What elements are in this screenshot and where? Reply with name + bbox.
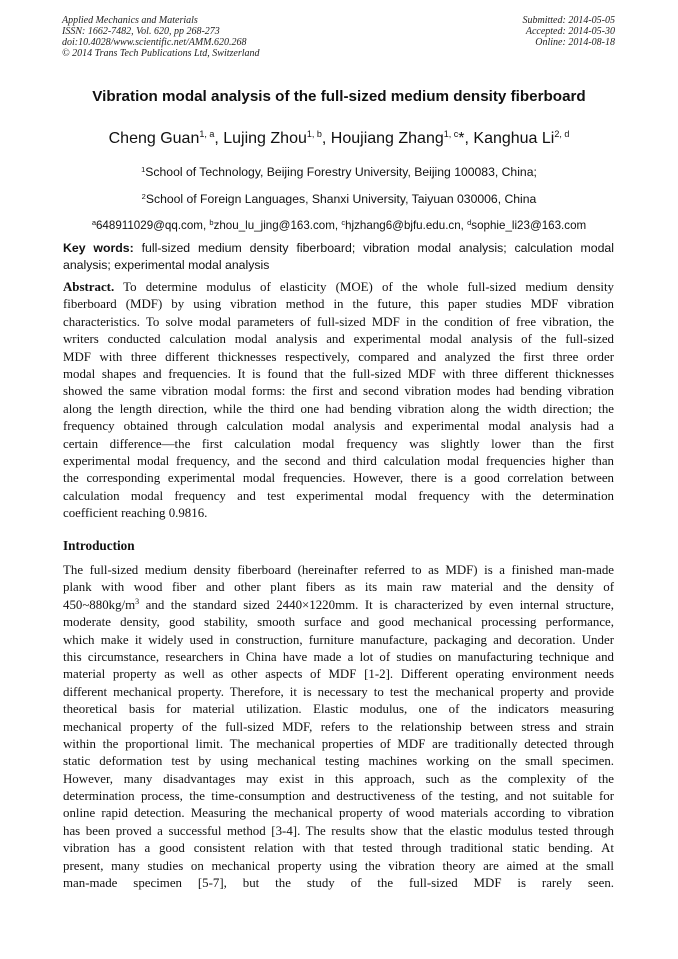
density-range: 450~880kg/m — [63, 597, 136, 612]
abstract-line: frequency obtained through calculation modal analysis and experimental modal analysis had a — [63, 419, 614, 434]
abstract-line: the corresponding experimental modal frequencies. However, there is a good correlation between — [63, 471, 614, 486]
paragraph-line: this circumstance, researchers in China have made a lot of studies on manufacturing technique and — [63, 649, 614, 664]
abstract-label: Abstract. — [63, 280, 115, 294]
abstract-line: coefficient reaching 0.9816. — [63, 506, 208, 521]
paragraph-line: vibration has a good consistent relation with that tested through traditional static bending. At — [63, 841, 614, 856]
email-link[interactable]: zhou_lu_jing@163.com, — [213, 219, 342, 232]
keywords-label: Key words: — [63, 241, 134, 255]
affiliation-2 — [0, 192, 678, 206]
paragraph-line: online rapid detection. Measuring the mechanical property of wood materials according to vibration — [63, 806, 614, 821]
author-name: Lujing Zhou — [223, 130, 307, 147]
paragraph-line: moderate density, good stability, smooth surface and good mechanical processing performance, — [63, 615, 614, 630]
email-link[interactable]: 648911029@qq.com, — [95, 219, 210, 232]
email-link[interactable]: sophie_li23@163.com — [471, 219, 587, 232]
keywords-line — [63, 240, 614, 257]
section-heading-introduction: Introduction — [63, 538, 135, 553]
paper-title: Vibration modal analysis of the full-sized medium density fiberboard — [92, 88, 586, 105]
email-mark: b — [209, 218, 214, 227]
accepted-date: Accepted: 2014-05-30 — [525, 26, 615, 37]
paragraph-line: theoretical basis for material utilization. Elastic modulus, one of the indicators measuring — [63, 702, 614, 717]
affiliation-mark: 2 — [141, 192, 146, 201]
paragraph-line: present, many studies on mechanical property using the vibration theory are aimed at the small — [63, 858, 614, 873]
abstract-line: characteristics. To solve modal parameters of full-sized MDF in the condition of free vibration, the — [63, 314, 614, 329]
doi-line: doi:10.4028/www.scientific.net/AMM.620.268 — [62, 37, 247, 48]
author-name: Cheng Guan — [108, 130, 200, 147]
online-date: Online: 2014-08-18 — [535, 37, 615, 48]
abstract-line: calculation modal frequency and test experimental modal frequency with the determination — [63, 488, 614, 503]
abstract-line — [63, 279, 614, 296]
email-mark: a — [91, 218, 96, 227]
issn-line: ISSN: 1662-7482, Vol. 620, pp 268-273 — [62, 26, 220, 37]
abstract-line: MDF with three different thicknesses respectively, compared and analyzed the first three order — [63, 349, 614, 364]
corresponding-author-mark: * — [458, 130, 465, 147]
copyright-line: © 2014 Trans Tech Publications Ltd, Switzerland — [62, 48, 260, 59]
paragraph-line: The full-sized medium density fiberboard (hereinafter referred to as MDF) is a finished man-made — [63, 563, 614, 577]
author-affiliation-mark: 1, c — [443, 129, 459, 139]
author-separator: , — [464, 130, 474, 147]
keywords-line: analysis; experimental modal analysis — [63, 258, 270, 273]
paragraph-line: However, many disadvantages may exist in this approach, such as the complexity of the — [63, 771, 614, 786]
author-separator: , — [321, 130, 331, 147]
author-name: Kanghua Li — [473, 130, 555, 147]
author-separator: , — [214, 130, 224, 147]
abstract-line: along the length direction, while the third one had bending vibration along the width direction; the — [63, 401, 614, 416]
abstract-line: modal shapes and frequencies. It is found that the full-sized MDF with three different thicknesses — [63, 366, 614, 381]
affiliation-text: School of Foreign Languages, Shanxi University, Taiyuan 030006, China — [145, 192, 537, 206]
author-name: Houjiang Zhang — [330, 130, 444, 147]
introduction-section — [63, 562, 614, 910]
paragraph-line: has been proved a successful method [3-4]. The results show that the elastic modulus tested through — [63, 823, 614, 838]
abstract-line: certain difference—the first calculation modal frequency was slightly lower than the first — [63, 436, 614, 451]
abstract-line: writers conducted calculation modal analysis and experimental modal analysis of the full-sized — [63, 332, 614, 347]
keywords-section — [63, 240, 614, 275]
affiliation-mark: 1 — [141, 165, 146, 174]
unit-exponent: 3 — [135, 596, 140, 606]
author-emails — [0, 219, 678, 232]
paragraph-line — [63, 597, 614, 614]
paragraph-line: different mechanical property. Therefore, it is necessary to test the mechanical property and provide — [63, 684, 614, 699]
paragraph-line: which make it widely used in construction, furniture manufacture, packaging and decoration. Under — [63, 632, 614, 647]
author-affiliation-mark: 1, b — [306, 129, 322, 139]
paragraph-line: man-made specimen [5-7], but the study of the full-sized MDF is rarely seen. — [63, 876, 614, 891]
affiliation-1 — [0, 165, 678, 179]
paragraph-line: plank with wood fiber and other plant fibers as its main raw material and the density of — [63, 580, 614, 595]
keywords-text: full-sized medium density fiberboard; vibration modal analysis; calculation modal — [133, 241, 614, 255]
journal-name: Applied Mechanics and Materials — [62, 15, 198, 26]
paragraph-line — [63, 892, 614, 909]
email-mark: c — [341, 218, 346, 227]
dates-info — [523, 15, 616, 48]
journal-info — [62, 15, 260, 59]
abstract-line: experimental modal frequency, and the second and third calculation modal frequencies higher than — [63, 453, 614, 468]
abstract-section — [63, 279, 614, 522]
email-mark: d — [467, 218, 472, 227]
paragraph-line: mechanical property of the full-sized MDF, refers to the relationship between stress and strain — [63, 719, 614, 734]
email-link[interactable]: hjzhang6@bjfu.edu.cn, — [345, 219, 468, 232]
submitted-date: Submitted: 2014-05-05 — [522, 15, 615, 26]
affiliation-text: School of Technology, Beijing Forestry University, Beijing 100083, China; — [145, 165, 537, 179]
author-affiliation-mark: 2, d — [554, 129, 570, 139]
paragraph-line: static deformation test by using mechanical testing machines working on the small specimen. — [63, 754, 614, 769]
paragraph-line: determination process, the time-consumption and destructiveness of the testing, and not suitable for — [63, 789, 614, 804]
author-list — [0, 130, 678, 148]
abstract-line: fiberboard (MDF) by using vibration method in the future, this paper studies MDF vibration — [63, 297, 614, 312]
author-affiliation-mark: 1, a — [199, 129, 215, 139]
abstract-text: To determine modulus of elasticity (MOE) of the whole full-sized medium density — [114, 280, 614, 294]
abstract-line: showed the same vibration modal forms: the first and second vibration modes had bending vibration — [63, 384, 614, 399]
paragraph-text: and the standard sized 2440×1220mm. It is characterized by even internal structure, — [139, 597, 614, 612]
paragraph-line: within the proportional limit. The mechanical properties of MDF are traditionally detected through — [63, 736, 614, 751]
paragraph-line: material property as well as other aspects of MDF [1-2]. Different operating environment needs — [63, 667, 614, 682]
